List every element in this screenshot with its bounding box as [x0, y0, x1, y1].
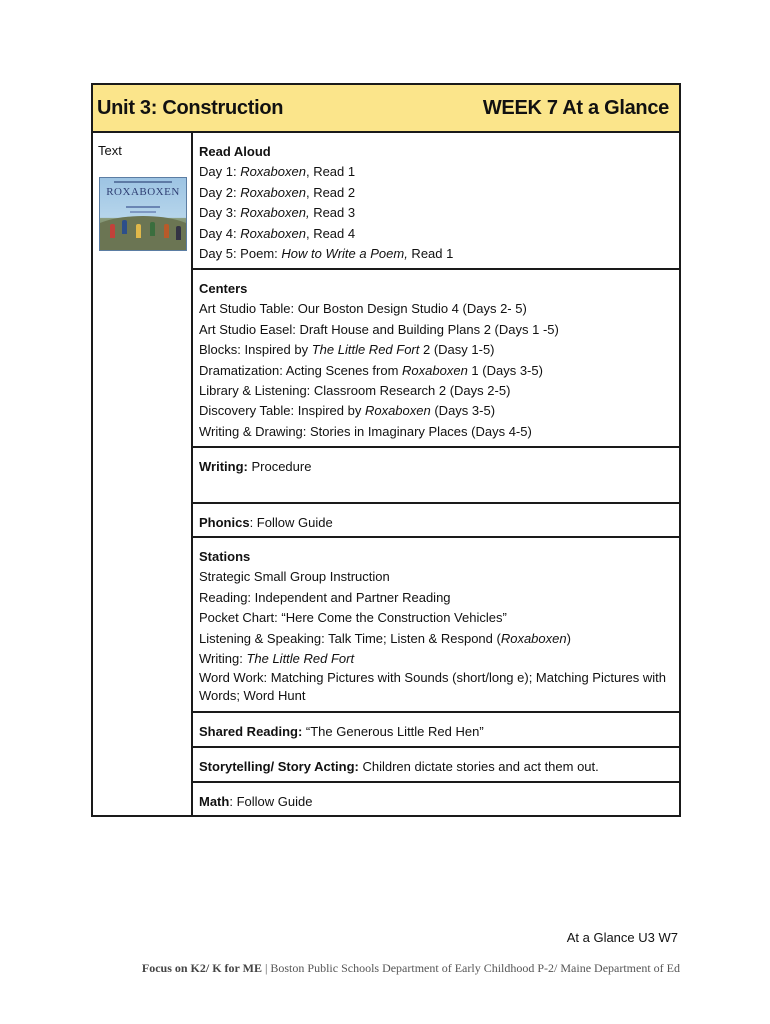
- center-item: Art Studio Table: Our Boston Design Studio 4 (Days 2- 5): [199, 301, 527, 317]
- math-section: [193, 783, 679, 817]
- activities-column: [193, 133, 679, 815]
- writing-section: [193, 448, 679, 504]
- week-title: WEEK 7 At a Glance: [482, 97, 669, 119]
- unit-title: Unit 3: Construction: [97, 97, 284, 119]
- center-item: Library & Listening: Classroom Research 2 (Days 2-5): [199, 383, 511, 399]
- stations-heading: Stations: [199, 549, 251, 564]
- read-aloud-day: Day 1: Roxaboxen, Read 1: [199, 164, 356, 180]
- station-item: Reading: Independent and Partner Reading: [199, 589, 451, 605]
- station-item: Strategic Small Group Instruction: [199, 569, 390, 585]
- centers-section: [193, 270, 679, 448]
- stations-section: [193, 538, 679, 713]
- cover-child-figure: [136, 224, 141, 238]
- center-item: Writing & Drawing: Stories in Imaginary Places (Days 4-5): [199, 423, 532, 439]
- footer-credit: Focus on K2/ K for ME | Boston Public Schools Department of Early Childhood P-2/ Maine Department of Ed: [141, 961, 680, 975]
- cover-subtitle-line: [130, 211, 156, 213]
- cover-child-figure: [176, 226, 181, 240]
- centers-heading: Centers: [199, 281, 248, 296]
- cover-child-figure: [164, 224, 169, 238]
- math-label: Math: [199, 794, 230, 809]
- cover-child-figure: [122, 220, 127, 234]
- phonics-value: : Follow Guide: [249, 515, 333, 530]
- storytelling-value: Children dictate stories and act them out.: [358, 759, 599, 774]
- book-cover-image: [99, 177, 187, 251]
- read-aloud-day: Day 4: Roxaboxen, Read 4: [199, 225, 356, 241]
- cover-subtitle-line: [126, 206, 160, 208]
- storytelling-section: [193, 748, 679, 783]
- text-label: Text: [98, 143, 122, 158]
- center-item: Art Studio Easel: Draft House and Building Plans 2 (Days 1 -5): [199, 321, 559, 337]
- read-aloud-day: Day 5: Poem: How to Write a Poem, Read 1: [199, 246, 454, 262]
- station-word-work: Word Work: Matching Pictures with Sounds (short/long e); Matching Pictures with Words; Word Hunt: [199, 670, 666, 704]
- read-aloud-heading: Read Aloud: [199, 144, 271, 159]
- cover-child-figure: [150, 222, 155, 236]
- center-item: Blocks: Inspired by The Little Red Fort 2 (Dasy 1-5): [199, 342, 495, 358]
- writing-value: Procedure: [247, 459, 312, 474]
- center-item: Dramatization: Acting Scenes from Roxaboxen 1 (Days 3-5): [199, 362, 543, 378]
- station-item: Writing: The Little Red Fort: [199, 651, 355, 667]
- phonics-label: Phonics: [199, 515, 250, 530]
- cover-author-line: [114, 181, 172, 183]
- station-item: Listening & Speaking: Talk Time; Listen & Respond (Roxaboxen): [199, 630, 571, 646]
- page-reference: At a Glance U3 W7: [566, 930, 678, 945]
- phonics-section: [193, 504, 679, 538]
- cover-child-figure: [110, 224, 115, 238]
- week-glance-table: [91, 83, 681, 817]
- read-aloud-section: [193, 133, 679, 270]
- read-aloud-day: Day 3: Roxaboxen, Read 3: [199, 205, 356, 221]
- center-item: Discovery Table: Inspired by Roxaboxen (Days 3-5): [199, 403, 496, 419]
- storytelling-label: Storytelling/ Story Acting:: [199, 759, 359, 774]
- shared-reading-label: Shared Reading:: [199, 724, 303, 739]
- table-header: [93, 85, 679, 133]
- station-item: Pocket Chart: “Here Come the Construction Vehicles”: [199, 610, 507, 626]
- text-column: [93, 133, 193, 815]
- shared-reading-value: “The Generous Little Red Hen”: [302, 724, 484, 739]
- read-aloud-day: Day 2: Roxaboxen, Read 2: [199, 184, 356, 200]
- shared-reading-section: [193, 713, 679, 748]
- writing-label: Writing:: [199, 459, 248, 474]
- cover-title: ROXABOXEN: [106, 186, 180, 198]
- math-value: : Follow Guide: [229, 794, 313, 809]
